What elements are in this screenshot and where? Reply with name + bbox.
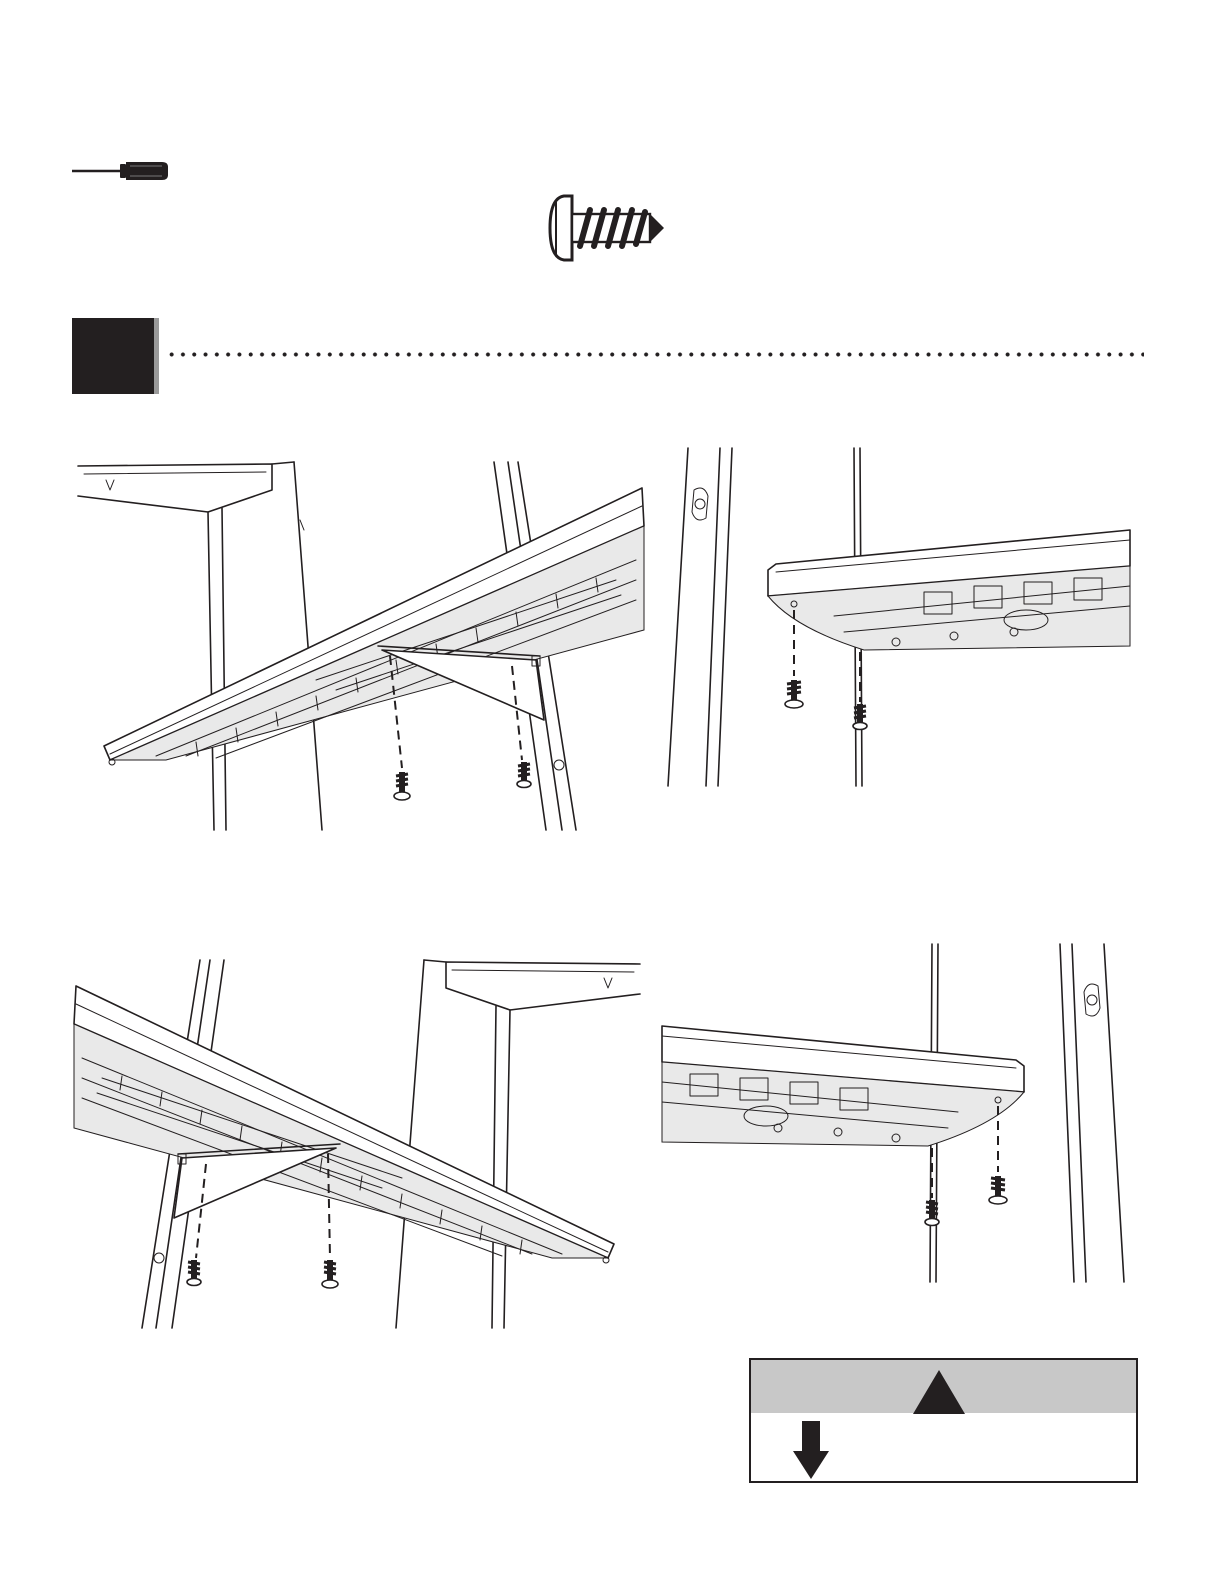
- step-dotted-divider: [166, 352, 1144, 357]
- figure-shelf-bracket-front-right: [76, 460, 648, 834]
- figure-shelf-end-right: [664, 446, 1132, 790]
- caution-box: [749, 1358, 1138, 1483]
- caution-body: [751, 1413, 1136, 1484]
- pan-head-screw-icon: [546, 190, 670, 266]
- warning-triangle-icon: [911, 1368, 967, 1416]
- step-number-block: [72, 318, 154, 394]
- down-arrow-icon: [793, 1421, 829, 1481]
- figure-shelf-end-left: [660, 942, 1128, 1286]
- caution-header: [751, 1360, 1136, 1413]
- screwdriver-icon: [70, 158, 174, 184]
- step-block-shadow: [154, 318, 159, 394]
- figure-shelf-bracket-front-left: [70, 958, 642, 1332]
